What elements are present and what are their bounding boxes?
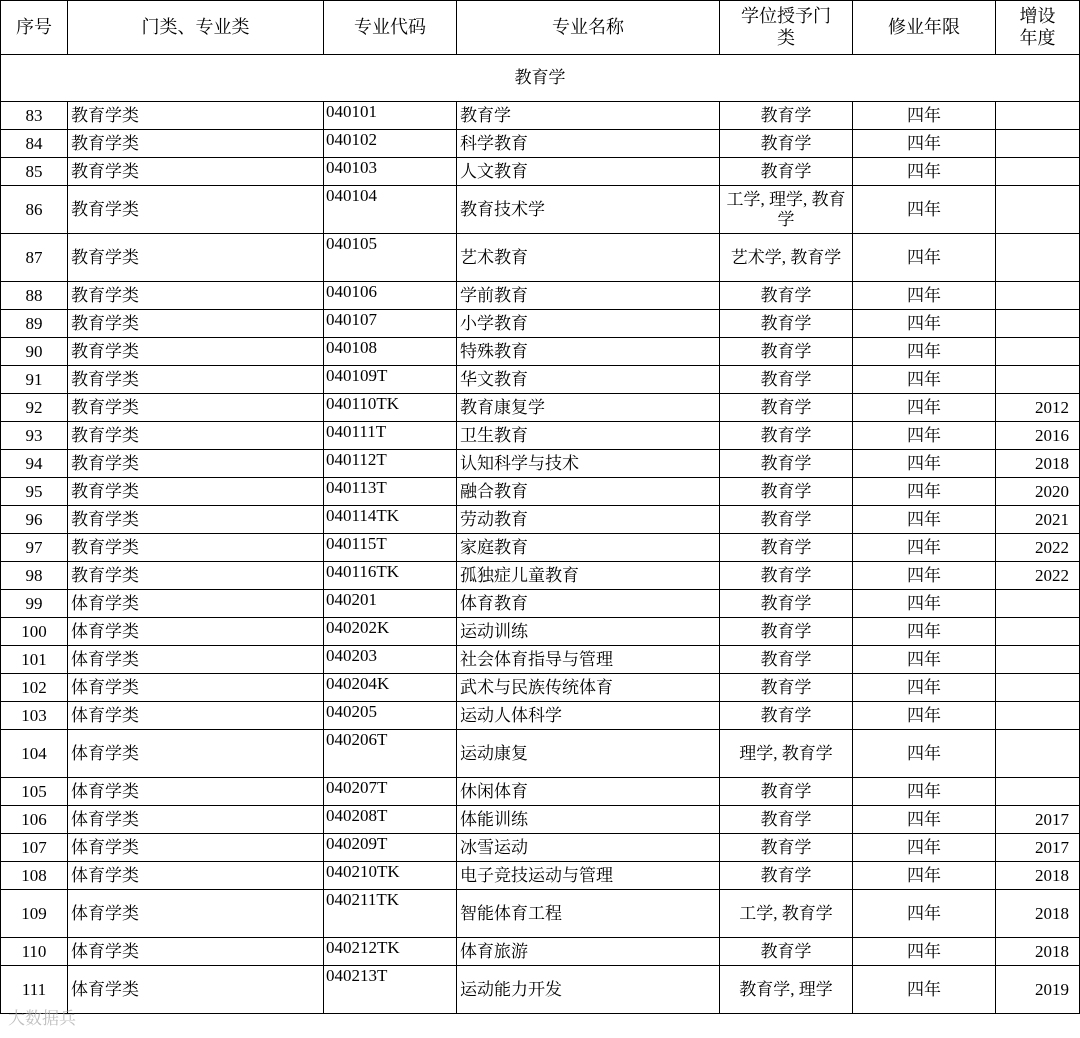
category-cell: 教育学类 bbox=[68, 562, 324, 590]
degree-cell: 教育学 bbox=[720, 806, 853, 834]
added-year-cell: 2016 bbox=[996, 422, 1080, 450]
degree-cell: 教育学 bbox=[720, 366, 853, 394]
name-cell: 华文教育 bbox=[457, 366, 720, 394]
table-row bbox=[1, 506, 1080, 534]
table-row bbox=[1, 534, 1080, 562]
table-row bbox=[1, 102, 1080, 130]
table-row bbox=[1, 158, 1080, 186]
table-row bbox=[1, 966, 1080, 1014]
years-cell: 四年 bbox=[853, 834, 996, 862]
added-year-cell bbox=[996, 646, 1080, 674]
name-cell: 卫生教育 bbox=[457, 422, 720, 450]
serial-cell: 104 bbox=[1, 730, 68, 778]
table-row bbox=[1, 282, 1080, 310]
years-cell: 四年 bbox=[853, 730, 996, 778]
code-cell: 040101 bbox=[324, 102, 457, 130]
years-cell: 四年 bbox=[853, 394, 996, 422]
code-cell: 040107 bbox=[324, 310, 457, 338]
code-cell: 040110TK bbox=[324, 394, 457, 422]
table-row bbox=[1, 394, 1080, 422]
years-cell: 四年 bbox=[853, 102, 996, 130]
name-cell: 运动康复 bbox=[457, 730, 720, 778]
name-cell: 休闲体育 bbox=[457, 778, 720, 806]
years-cell: 四年 bbox=[853, 310, 996, 338]
category-cell: 体育学类 bbox=[68, 938, 324, 966]
name-cell: 人文教育 bbox=[457, 158, 720, 186]
degree-cell: 工学, 理学, 教育学 bbox=[720, 186, 853, 234]
added-year-cell bbox=[996, 310, 1080, 338]
serial-cell: 106 bbox=[1, 806, 68, 834]
added-year-cell bbox=[996, 102, 1080, 130]
header-added-year: 增设年度 bbox=[996, 1, 1080, 55]
section-row bbox=[1, 55, 1080, 102]
table-row bbox=[1, 674, 1080, 702]
category-cell: 教育学类 bbox=[68, 506, 324, 534]
serial-cell: 101 bbox=[1, 646, 68, 674]
header-degree: 学位授予门类 bbox=[720, 1, 853, 55]
name-cell: 教育康复学 bbox=[457, 394, 720, 422]
name-cell: 劳动教育 bbox=[457, 506, 720, 534]
degree-cell: 教育学 bbox=[720, 646, 853, 674]
code-cell: 040205 bbox=[324, 702, 457, 730]
name-cell: 艺术教育 bbox=[457, 234, 720, 282]
added-year-cell bbox=[996, 730, 1080, 778]
name-cell: 教育学 bbox=[457, 102, 720, 130]
table-row bbox=[1, 186, 1080, 234]
added-year-cell bbox=[996, 338, 1080, 366]
code-cell: 040210TK bbox=[324, 862, 457, 890]
category-cell: 教育学类 bbox=[68, 282, 324, 310]
name-cell: 体育教育 bbox=[457, 590, 720, 618]
name-cell: 运动能力开发 bbox=[457, 966, 720, 1014]
serial-cell: 89 bbox=[1, 310, 68, 338]
category-cell: 体育学类 bbox=[68, 674, 324, 702]
added-year-cell bbox=[996, 186, 1080, 234]
header-name: 专业名称 bbox=[457, 1, 720, 55]
added-year-cell bbox=[996, 674, 1080, 702]
added-year-cell bbox=[996, 282, 1080, 310]
years-cell: 四年 bbox=[853, 618, 996, 646]
degree-cell: 教育学 bbox=[720, 158, 853, 186]
category-cell: 教育学类 bbox=[68, 478, 324, 506]
years-cell: 四年 bbox=[853, 234, 996, 282]
years-cell: 四年 bbox=[853, 534, 996, 562]
added-year-cell: 2020 bbox=[996, 478, 1080, 506]
table-row bbox=[1, 478, 1080, 506]
table-row bbox=[1, 702, 1080, 730]
serial-cell: 98 bbox=[1, 562, 68, 590]
category-cell: 体育学类 bbox=[68, 890, 324, 938]
category-cell: 教育学类 bbox=[68, 394, 324, 422]
table-row bbox=[1, 130, 1080, 158]
serial-cell: 83 bbox=[1, 102, 68, 130]
category-cell: 体育学类 bbox=[68, 590, 324, 618]
table-row bbox=[1, 730, 1080, 778]
name-cell: 科学教育 bbox=[457, 130, 720, 158]
serial-cell: 105 bbox=[1, 778, 68, 806]
header-row bbox=[1, 1, 1080, 55]
added-year-cell: 2019 bbox=[996, 966, 1080, 1014]
years-cell: 四年 bbox=[853, 506, 996, 534]
degree-cell: 教育学 bbox=[720, 310, 853, 338]
code-cell: 040212TK bbox=[324, 938, 457, 966]
serial-cell: 93 bbox=[1, 422, 68, 450]
name-cell: 认知科学与技术 bbox=[457, 450, 720, 478]
category-cell: 教育学类 bbox=[68, 450, 324, 478]
category-cell: 教育学类 bbox=[68, 186, 324, 234]
category-cell: 教育学类 bbox=[68, 338, 324, 366]
category-cell: 体育学类 bbox=[68, 966, 324, 1014]
degree-cell: 教育学 bbox=[720, 534, 853, 562]
years-cell: 四年 bbox=[853, 966, 996, 1014]
serial-cell: 86 bbox=[1, 186, 68, 234]
added-year-cell: 2018 bbox=[996, 890, 1080, 938]
years-cell: 四年 bbox=[853, 806, 996, 834]
code-cell: 040102 bbox=[324, 130, 457, 158]
degree-cell: 教育学 bbox=[720, 778, 853, 806]
serial-cell: 92 bbox=[1, 394, 68, 422]
degree-cell: 教育学, 理学 bbox=[720, 966, 853, 1014]
name-cell: 体育旅游 bbox=[457, 938, 720, 966]
years-cell: 四年 bbox=[853, 778, 996, 806]
degree-cell: 教育学 bbox=[720, 282, 853, 310]
years-cell: 四年 bbox=[853, 674, 996, 702]
degree-cell: 教育学 bbox=[720, 674, 853, 702]
serial-cell: 84 bbox=[1, 130, 68, 158]
category-cell: 体育学类 bbox=[68, 702, 324, 730]
category-cell: 教育学类 bbox=[68, 422, 324, 450]
table-row bbox=[1, 338, 1080, 366]
table-row bbox=[1, 562, 1080, 590]
code-cell: 040111T bbox=[324, 422, 457, 450]
serial-cell: 90 bbox=[1, 338, 68, 366]
name-cell: 社会体育指导与管理 bbox=[457, 646, 720, 674]
years-cell: 四年 bbox=[853, 890, 996, 938]
degree-cell: 教育学 bbox=[720, 450, 853, 478]
code-cell: 040105 bbox=[324, 234, 457, 282]
years-cell: 四年 bbox=[853, 422, 996, 450]
name-cell: 小学教育 bbox=[457, 310, 720, 338]
degree-cell: 教育学 bbox=[720, 562, 853, 590]
category-cell: 体育学类 bbox=[68, 834, 324, 862]
category-cell: 教育学类 bbox=[68, 158, 324, 186]
degree-cell: 教育学 bbox=[720, 506, 853, 534]
code-cell: 040104 bbox=[324, 186, 457, 234]
code-cell: 040209T bbox=[324, 834, 457, 862]
serial-cell: 107 bbox=[1, 834, 68, 862]
code-cell: 040202K bbox=[324, 618, 457, 646]
added-year-cell: 2022 bbox=[996, 562, 1080, 590]
name-cell: 体能训练 bbox=[457, 806, 720, 834]
name-cell: 电子竞技运动与管理 bbox=[457, 862, 720, 890]
degree-cell: 理学, 教育学 bbox=[720, 730, 853, 778]
degree-cell: 教育学 bbox=[720, 394, 853, 422]
serial-cell: 111 bbox=[1, 966, 68, 1014]
header-years: 修业年限 bbox=[853, 1, 996, 55]
category-cell: 体育学类 bbox=[68, 730, 324, 778]
added-year-cell: 2018 bbox=[996, 938, 1080, 966]
degree-cell: 工学, 教育学 bbox=[720, 890, 853, 938]
table-row bbox=[1, 646, 1080, 674]
table-row bbox=[1, 806, 1080, 834]
serial-cell: 102 bbox=[1, 674, 68, 702]
added-year-cell bbox=[996, 234, 1080, 282]
code-cell: 040207T bbox=[324, 778, 457, 806]
serial-cell: 88 bbox=[1, 282, 68, 310]
years-cell: 四年 bbox=[853, 646, 996, 674]
years-cell: 四年 bbox=[853, 338, 996, 366]
serial-cell: 95 bbox=[1, 478, 68, 506]
table-row bbox=[1, 234, 1080, 282]
added-year-cell: 2022 bbox=[996, 534, 1080, 562]
name-cell: 运动人体科学 bbox=[457, 702, 720, 730]
watermark: 大数据兵 bbox=[8, 1009, 76, 1029]
table-row bbox=[1, 890, 1080, 938]
degree-cell: 教育学 bbox=[720, 130, 853, 158]
serial-cell: 100 bbox=[1, 618, 68, 646]
category-cell: 体育学类 bbox=[68, 806, 324, 834]
category-cell: 教育学类 bbox=[68, 234, 324, 282]
table-row bbox=[1, 590, 1080, 618]
serial-cell: 109 bbox=[1, 890, 68, 938]
category-cell: 教育学类 bbox=[68, 310, 324, 338]
added-year-cell bbox=[996, 618, 1080, 646]
table-row bbox=[1, 938, 1080, 966]
category-cell: 体育学类 bbox=[68, 862, 324, 890]
added-year-cell: 2018 bbox=[996, 450, 1080, 478]
added-year-cell: 2012 bbox=[996, 394, 1080, 422]
category-cell: 教育学类 bbox=[68, 130, 324, 158]
years-cell: 四年 bbox=[853, 130, 996, 158]
code-cell: 040201 bbox=[324, 590, 457, 618]
header-serial: 序号 bbox=[1, 1, 68, 55]
years-cell: 四年 bbox=[853, 702, 996, 730]
table-row bbox=[1, 862, 1080, 890]
serial-cell: 103 bbox=[1, 702, 68, 730]
added-year-cell bbox=[996, 130, 1080, 158]
name-cell: 教育技术学 bbox=[457, 186, 720, 234]
category-cell: 体育学类 bbox=[68, 618, 324, 646]
code-cell: 040204K bbox=[324, 674, 457, 702]
years-cell: 四年 bbox=[853, 590, 996, 618]
code-cell: 040113T bbox=[324, 478, 457, 506]
years-cell: 四年 bbox=[853, 186, 996, 234]
name-cell: 特殊教育 bbox=[457, 338, 720, 366]
table-row bbox=[1, 366, 1080, 394]
years-cell: 四年 bbox=[853, 158, 996, 186]
table-row bbox=[1, 834, 1080, 862]
name-cell: 孤独症儿童教育 bbox=[457, 562, 720, 590]
table-row bbox=[1, 310, 1080, 338]
serial-cell: 108 bbox=[1, 862, 68, 890]
degree-cell: 艺术学, 教育学 bbox=[720, 234, 853, 282]
code-cell: 040106 bbox=[324, 282, 457, 310]
degree-cell: 教育学 bbox=[720, 702, 853, 730]
added-year-cell bbox=[996, 778, 1080, 806]
code-cell: 040112T bbox=[324, 450, 457, 478]
category-cell: 教育学类 bbox=[68, 366, 324, 394]
added-year-cell: 2021 bbox=[996, 506, 1080, 534]
category-cell: 教育学类 bbox=[68, 534, 324, 562]
table-row bbox=[1, 778, 1080, 806]
name-cell: 融合教育 bbox=[457, 478, 720, 506]
serial-cell: 85 bbox=[1, 158, 68, 186]
years-cell: 四年 bbox=[853, 938, 996, 966]
years-cell: 四年 bbox=[853, 450, 996, 478]
category-cell: 教育学类 bbox=[68, 102, 324, 130]
name-cell: 运动训练 bbox=[457, 618, 720, 646]
added-year-cell: 2017 bbox=[996, 834, 1080, 862]
added-year-cell: 2018 bbox=[996, 862, 1080, 890]
code-cell: 040108 bbox=[324, 338, 457, 366]
section-title: 教育学 bbox=[1, 55, 1080, 102]
table-row bbox=[1, 618, 1080, 646]
degree-cell: 教育学 bbox=[720, 478, 853, 506]
degree-cell: 教育学 bbox=[720, 618, 853, 646]
serial-cell: 87 bbox=[1, 234, 68, 282]
degree-cell: 教育学 bbox=[720, 338, 853, 366]
degree-cell: 教育学 bbox=[720, 938, 853, 966]
code-cell: 040211TK bbox=[324, 890, 457, 938]
code-cell: 040114TK bbox=[324, 506, 457, 534]
header-code: 专业代码 bbox=[324, 1, 457, 55]
name-cell: 冰雪运动 bbox=[457, 834, 720, 862]
name-cell: 学前教育 bbox=[457, 282, 720, 310]
added-year-cell bbox=[996, 590, 1080, 618]
years-cell: 四年 bbox=[853, 478, 996, 506]
serial-cell: 97 bbox=[1, 534, 68, 562]
serial-cell: 96 bbox=[1, 506, 68, 534]
degree-cell: 教育学 bbox=[720, 590, 853, 618]
serial-cell: 91 bbox=[1, 366, 68, 394]
degree-cell: 教育学 bbox=[720, 834, 853, 862]
added-year-cell bbox=[996, 702, 1080, 730]
code-cell: 040203 bbox=[324, 646, 457, 674]
added-year-cell bbox=[996, 158, 1080, 186]
degree-cell: 教育学 bbox=[720, 422, 853, 450]
table-row bbox=[1, 450, 1080, 478]
code-cell: 040109T bbox=[324, 366, 457, 394]
added-year-cell: 2017 bbox=[996, 806, 1080, 834]
code-cell: 040213T bbox=[324, 966, 457, 1014]
category-cell: 体育学类 bbox=[68, 646, 324, 674]
years-cell: 四年 bbox=[853, 862, 996, 890]
name-cell: 武术与民族传统体育 bbox=[457, 674, 720, 702]
degree-cell: 教育学 bbox=[720, 862, 853, 890]
code-cell: 040116TK bbox=[324, 562, 457, 590]
serial-cell: 110 bbox=[1, 938, 68, 966]
code-cell: 040103 bbox=[324, 158, 457, 186]
degree-cell: 教育学 bbox=[720, 102, 853, 130]
name-cell: 家庭教育 bbox=[457, 534, 720, 562]
category-cell: 体育学类 bbox=[68, 778, 324, 806]
code-cell: 040208T bbox=[324, 806, 457, 834]
serial-cell: 99 bbox=[1, 590, 68, 618]
code-cell: 040206T bbox=[324, 730, 457, 778]
serial-cell: 94 bbox=[1, 450, 68, 478]
table-row bbox=[1, 422, 1080, 450]
code-cell: 040115T bbox=[324, 534, 457, 562]
years-cell: 四年 bbox=[853, 562, 996, 590]
years-cell: 四年 bbox=[853, 282, 996, 310]
header-category: 门类、专业类 bbox=[68, 1, 324, 55]
name-cell: 智能体育工程 bbox=[457, 890, 720, 938]
added-year-cell bbox=[996, 366, 1080, 394]
years-cell: 四年 bbox=[853, 366, 996, 394]
